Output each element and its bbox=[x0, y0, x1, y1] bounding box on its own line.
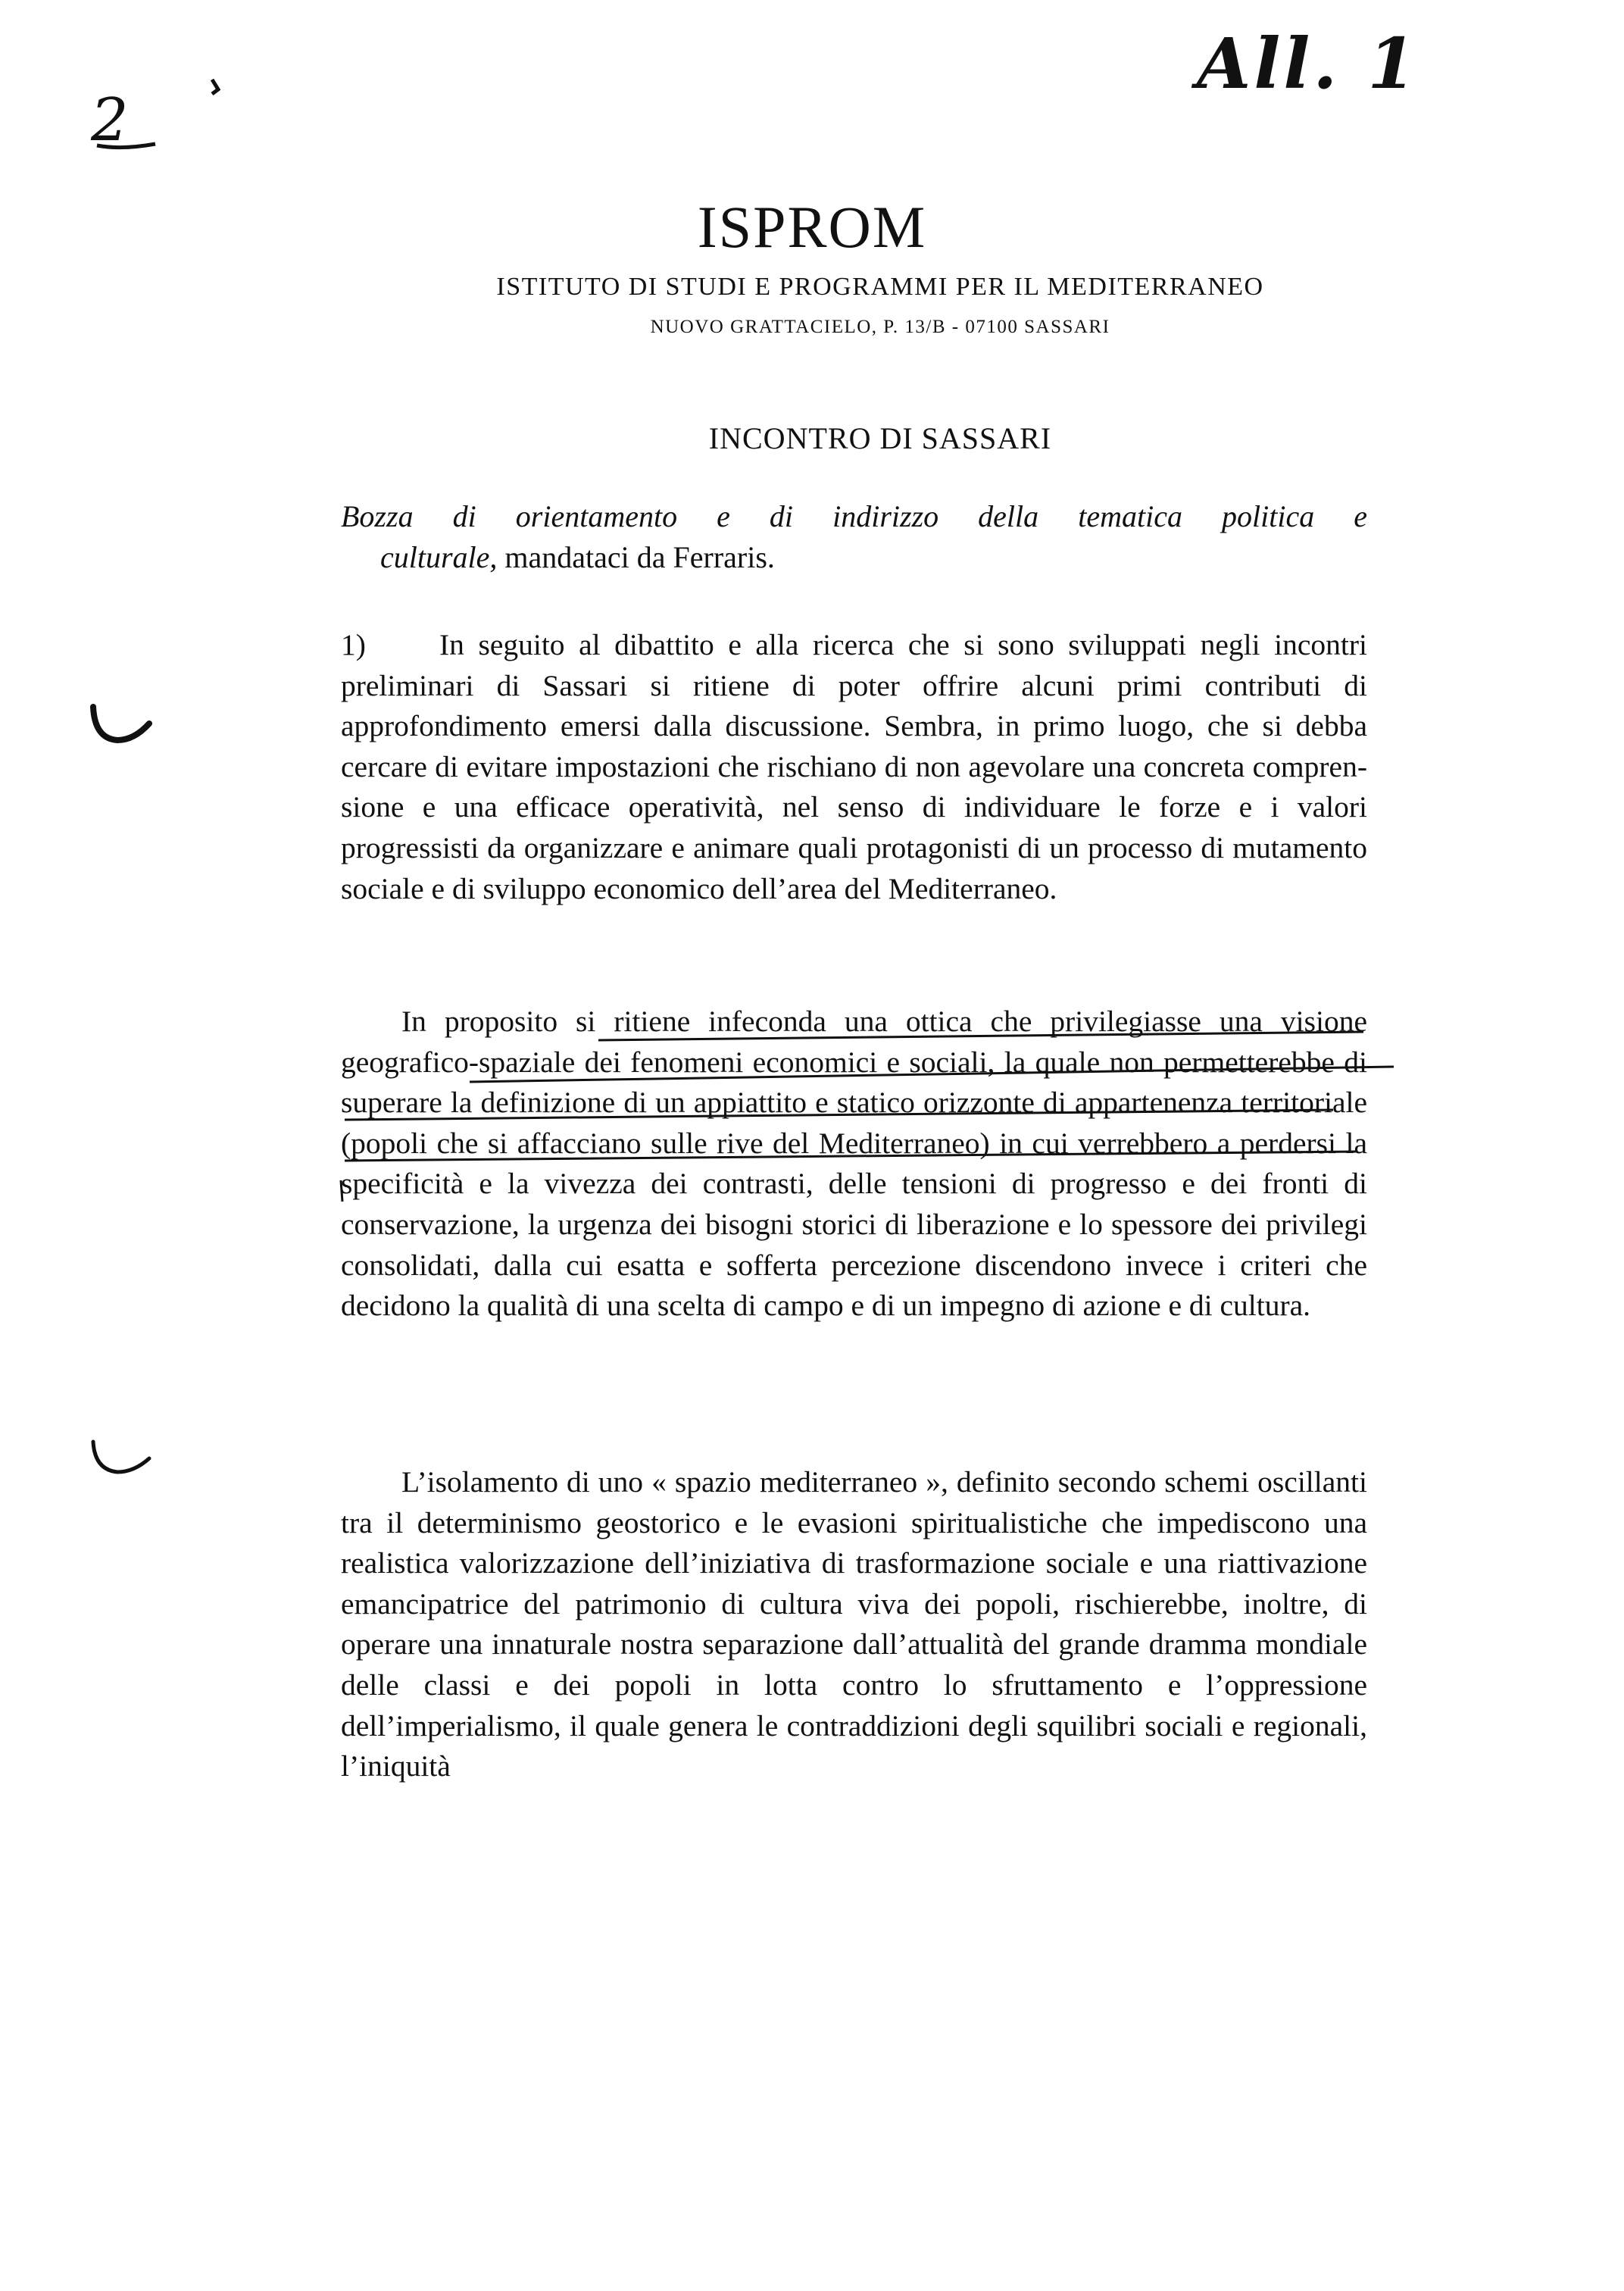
org-address: NUOVO GRATTACIELO, P. 13/B - 07100 SASSARI bbox=[650, 317, 1110, 337]
paragraph-2 bbox=[341, 1002, 1367, 1327]
margin-check-mark bbox=[87, 701, 155, 754]
margin-check-mark bbox=[87, 1436, 155, 1489]
paragraph-1 bbox=[341, 625, 1367, 909]
paragraph-1-text: In seguito al dibattito e alla ricerca che si sono sviluppati negli incontri preliminari di Sassari si ritiene di poter offrire alcuni primi contributi di approfondimento emersi dalla discussione. Sembra, in primo luogo, che si debba cercare di evitare impostazioni che rischiano di non agevolare una concreta comprensione e una efficace operatività, nel senso di individuare le forze e i valori progressisti da organizzare e animare quali protagonisti di un processo di mutamento sociale e di sviluppo economico dell’area del Mediterraneo. bbox=[341, 628, 1367, 905]
org-subtitle: ISTITUTO DI STUDI E PROGRAMMI PER IL MEDITERRANEO bbox=[496, 273, 1264, 301]
intro-line-2 bbox=[341, 537, 1367, 578]
intro-line-1 bbox=[341, 496, 1367, 537]
paragraph-2-text: In proposito si ritiene infeconda una ottica che privilegiasse una visione geografico-spaziale dei fenomeni economici e sociali, la quale non permetterebbe di superare la definizione di un appiattito e statico orizzonte di appartenenza territoriale (popoli che si affacciano sulle rive del Mediterraneo) in cui verrebbero a perdersi la specificità e la vivezza dei contrasti, delle tensioni di progresso e dei fronti di conservazione, la urgenza dei bisogni storici di liberazione e lo spessore dei privilegi consolidati, dalla cui esatta e sofferta percezione discendono invece i criteri che decidono la qualità di una scelta di campo e di un impegno di azione e di cultura. bbox=[341, 1005, 1367, 1323]
meeting-title: INCONTRO DI SASSARI bbox=[708, 421, 1052, 455]
intro-italic-1: Bozza di orientamento e di indirizzo della tematica politica e bbox=[341, 499, 1367, 533]
intro-plain: mandataci da Ferraris. bbox=[497, 539, 775, 574]
org-title: ISPROM bbox=[697, 194, 927, 260]
handwritten-corner-mark bbox=[83, 76, 235, 159]
intro-italic-2: culturale, bbox=[380, 539, 498, 574]
handwritten-annotation: All. 1 bbox=[1197, 23, 1419, 105]
intro-note bbox=[341, 496, 1367, 577]
paragraph-3-text: L’isolamento di uno « spazio mediterraneo », definito secondo schemi oscillanti tra il determinismo geostorico e le evasioni spiritualistiche che impediscono una realistica valorizzazione dell’iniziativa di trasformazione sociale e una riattivazione emancipatrice del patrimonio di cultura viva dei popoli, rischierebbe, inoltre, di operare una innaturale nostra separazione dall’attualità del grande dramma mondiale delle classi e dei popoli in lotta contro lo sfruttamento e l’oppressione dell’imperialismo, il quale genera le contraddizioni degli squilibri sociali e regionali, l’iniquità bbox=[341, 1465, 1367, 1783]
corner-mark-text: 2 bbox=[91, 86, 129, 155]
paragraph-number: 1) bbox=[341, 628, 366, 661]
paragraph-3 bbox=[341, 1462, 1367, 1787]
